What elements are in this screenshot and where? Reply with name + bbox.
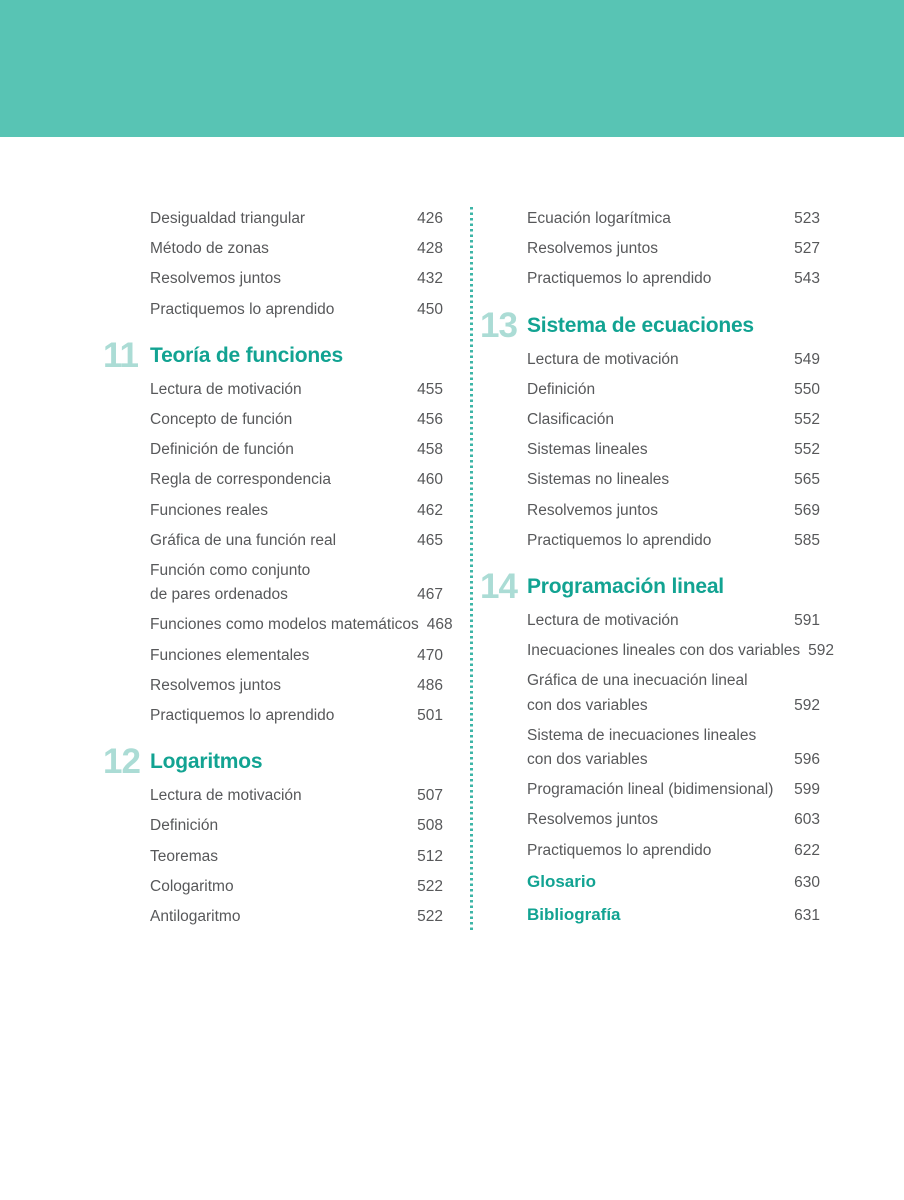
toc-item bbox=[527, 902, 820, 928]
toc-item-label: Definición bbox=[150, 817, 219, 835]
toc-item bbox=[527, 267, 820, 291]
toc-item-page: 456 bbox=[417, 411, 443, 429]
toc-item-page: 501 bbox=[417, 707, 443, 725]
toc-item-label: Clasificación bbox=[527, 411, 615, 429]
toc-item-page: 565 bbox=[794, 471, 820, 489]
toc-item-label: Cologaritmo bbox=[150, 877, 234, 895]
toc-item-page: 599 bbox=[794, 781, 820, 799]
toc-item-page: 592 bbox=[808, 642, 835, 660]
toc-item-label: Ecuación logarítmica bbox=[527, 210, 671, 227]
toc-item-page: 591 bbox=[794, 612, 820, 630]
column-right bbox=[480, 207, 835, 935]
toc-item-page: 465 bbox=[417, 531, 443, 549]
toc-item-page: 428 bbox=[417, 240, 443, 258]
toc-item bbox=[527, 778, 820, 802]
toc-item-page: 460 bbox=[417, 471, 443, 489]
section-header bbox=[480, 298, 820, 348]
toc-item bbox=[527, 869, 820, 895]
toc-item-page: 585 bbox=[794, 531, 820, 549]
toc-item-label: Gráfica de una inecuación lineal con dos variables bbox=[527, 672, 748, 714]
toc-item-label: Lectura de motivación bbox=[150, 787, 302, 805]
toc-item-page: 631 bbox=[794, 906, 820, 924]
toc-item-label: Regla de correspondencia bbox=[150, 471, 331, 489]
toc-item-page: 596 bbox=[794, 751, 820, 769]
toc-item-label: Definición de función bbox=[150, 441, 294, 459]
toc-item-label: Practiquemos lo aprendido bbox=[150, 300, 335, 318]
toc-item-label: Bibliografía bbox=[527, 904, 621, 924]
toc-item-page: 426 bbox=[417, 210, 443, 227]
toc-item bbox=[150, 784, 443, 808]
toc-item-label: Sistemas lineales bbox=[527, 441, 648, 459]
toc-item-page: 450 bbox=[417, 300, 443, 318]
toc-item-page: 592 bbox=[794, 696, 820, 714]
toc-item-page: 603 bbox=[794, 811, 820, 829]
toc-item bbox=[150, 298, 443, 322]
toc-item-page: 622 bbox=[794, 841, 820, 859]
toc-item bbox=[150, 814, 443, 838]
section-header bbox=[103, 328, 443, 378]
section-header bbox=[480, 559, 820, 609]
toc-item bbox=[527, 207, 820, 231]
toc-item-page: 508 bbox=[417, 817, 443, 835]
toc-item-page: 527 bbox=[794, 240, 820, 258]
toc-item bbox=[150, 438, 443, 462]
section-number: 13 bbox=[480, 305, 517, 345]
toc-item bbox=[150, 875, 443, 899]
toc-item-label: Concepto de función bbox=[150, 411, 293, 429]
toc-item-page: 522 bbox=[417, 908, 443, 926]
toc-item-label: Lectura de motivación bbox=[150, 380, 302, 398]
toc-item bbox=[527, 839, 820, 863]
toc-item-page: 552 bbox=[794, 441, 820, 459]
toc-item-label: Lectura de motivación bbox=[527, 350, 679, 368]
toc-item bbox=[527, 499, 820, 523]
toc-item-label: Resolvemos juntos bbox=[527, 811, 658, 829]
toc-item-label: Función como conjunto de pares ordenados bbox=[150, 562, 311, 604]
toc-item-page: 549 bbox=[794, 350, 820, 368]
toc-item bbox=[150, 905, 443, 929]
toc-item-page: 523 bbox=[794, 210, 820, 227]
section-title: Teoría de funciones bbox=[150, 343, 344, 367]
toc-item bbox=[150, 845, 443, 869]
toc-item-page: 552 bbox=[794, 411, 820, 429]
toc-item-page: 467 bbox=[417, 586, 443, 604]
toc-item-page: 468 bbox=[426, 616, 453, 634]
column-left bbox=[103, 207, 453, 935]
toc-item-label: Método de zonas bbox=[150, 240, 269, 258]
section-number: 14 bbox=[480, 567, 517, 607]
toc-item-page: 458 bbox=[417, 441, 443, 459]
toc-item-label: Antilogaritmo bbox=[150, 908, 241, 926]
toc-item-label: Resolvemos juntos bbox=[150, 676, 281, 694]
toc-item-page: 462 bbox=[417, 501, 443, 519]
toc-item bbox=[150, 237, 443, 261]
toc-item-label: Funciones como modelos matemáticos bbox=[150, 616, 419, 634]
toc-item bbox=[150, 674, 443, 698]
section-title: Sistema de ecuaciones bbox=[527, 313, 754, 337]
toc-item-page: 512 bbox=[417, 847, 443, 865]
toc-item-label: Sistema de inecuaciones lineales con dos variables bbox=[527, 726, 757, 769]
toc-item-label: Programación lineal (bidimensional) bbox=[527, 781, 774, 799]
toc-item bbox=[150, 644, 443, 668]
toc-item-label: Practiquemos lo aprendido bbox=[150, 707, 335, 725]
toc-item bbox=[150, 559, 443, 607]
toc-item bbox=[150, 267, 443, 291]
toc-item bbox=[527, 609, 820, 633]
section-header bbox=[103, 734, 443, 784]
toc-item-page: 507 bbox=[417, 787, 443, 805]
toc-item-label: Practiquemos lo aprendido bbox=[527, 531, 712, 549]
toc-item-page: 550 bbox=[794, 380, 820, 398]
toc-item bbox=[527, 808, 820, 832]
toc-item-page: 630 bbox=[794, 873, 820, 891]
toc-item bbox=[150, 529, 443, 553]
section-title: Logaritmos bbox=[150, 750, 263, 774]
section-title: Programación lineal bbox=[527, 575, 724, 599]
toc-item-page: 522 bbox=[417, 877, 443, 895]
toc-item-label: Lectura de motivación bbox=[527, 612, 679, 630]
toc-item-label: Definición bbox=[527, 380, 596, 398]
toc-item bbox=[150, 207, 443, 231]
toc-item bbox=[527, 724, 820, 772]
toc-item-label: Sistemas no lineales bbox=[527, 471, 670, 489]
toc-item bbox=[527, 438, 820, 462]
toc-item bbox=[527, 669, 820, 717]
toc-item-page: 455 bbox=[417, 380, 443, 398]
toc-item-label: Desigualdad triangular bbox=[150, 210, 306, 227]
toc-item-page: 432 bbox=[417, 270, 443, 288]
toc-item bbox=[150, 378, 443, 402]
toc-item-page: 470 bbox=[417, 646, 443, 664]
toc-item bbox=[150, 408, 443, 432]
toc-item-label: Funciones elementales bbox=[150, 646, 310, 664]
toc-item-label: Gráfica de una función real bbox=[150, 531, 337, 549]
toc-item bbox=[527, 639, 835, 663]
toc-item-label: Resolvemos juntos bbox=[527, 501, 658, 519]
header-bar bbox=[0, 0, 904, 137]
toc-item-label: Resolvemos juntos bbox=[150, 270, 281, 288]
toc-item bbox=[527, 408, 820, 432]
toc-item bbox=[150, 704, 443, 728]
toc-item bbox=[150, 613, 453, 637]
section-number: 12 bbox=[103, 742, 140, 782]
toc-item-label: Teoremas bbox=[150, 847, 219, 865]
toc-item-label: Funciones reales bbox=[150, 501, 269, 519]
toc-item-page: 543 bbox=[794, 270, 820, 288]
toc-item-page: 569 bbox=[794, 501, 820, 519]
toc-item-label: Practiquemos lo aprendido bbox=[527, 270, 712, 288]
toc-item bbox=[527, 468, 820, 492]
toc-item-label: Glosario bbox=[527, 871, 596, 891]
toc-item bbox=[527, 348, 820, 372]
toc-item bbox=[527, 378, 820, 402]
toc-item-label: Practiquemos lo aprendido bbox=[527, 841, 712, 859]
toc-item-page: 486 bbox=[417, 676, 443, 694]
toc-item bbox=[150, 499, 443, 523]
toc-item bbox=[150, 468, 443, 492]
toc-item bbox=[527, 237, 820, 261]
toc-item bbox=[527, 529, 820, 553]
column-divider-dotted bbox=[470, 207, 473, 933]
toc-item-label: Resolvemos juntos bbox=[527, 240, 658, 258]
toc-item-label: Inecuaciones lineales con dos variables bbox=[527, 642, 801, 660]
section-number: 11 bbox=[103, 335, 138, 375]
